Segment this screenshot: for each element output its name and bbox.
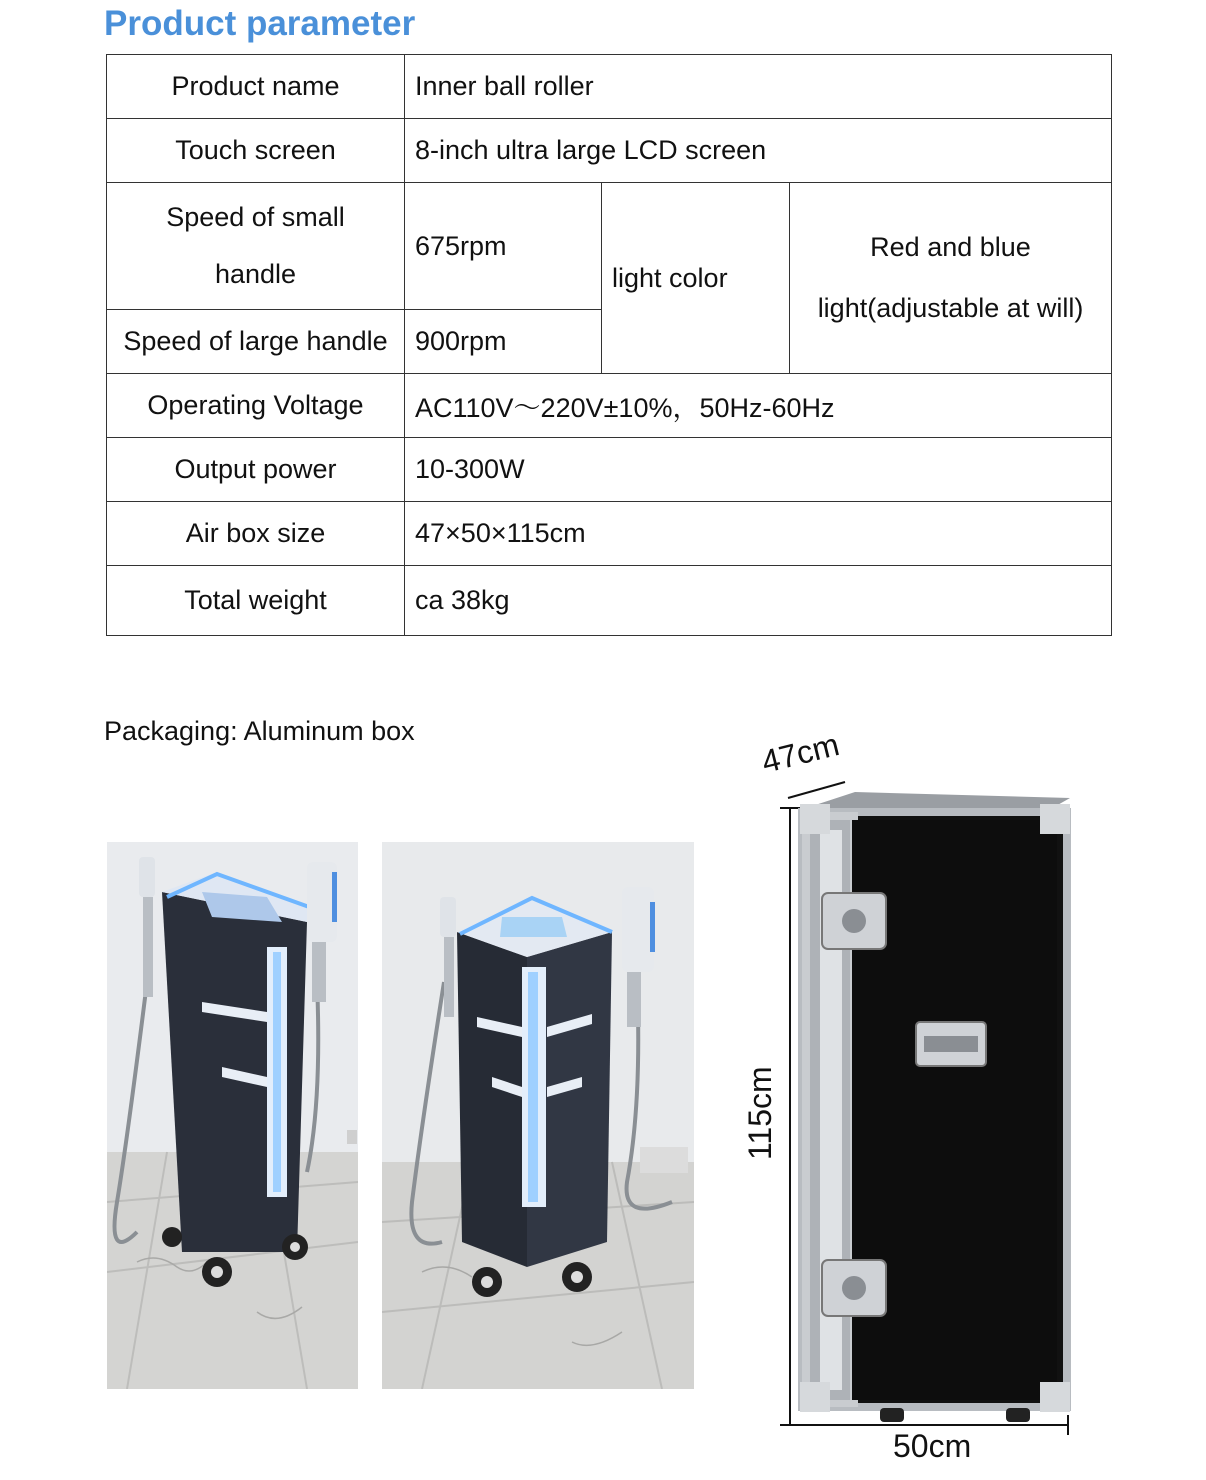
table-row [107, 502, 1112, 566]
param-label: Speed of large handle [107, 310, 405, 374]
param-value: 675rpm [405, 183, 602, 310]
param-label: Total weight [107, 566, 405, 636]
param-label: light color [602, 183, 790, 374]
param-label: Operating Voltage [107, 374, 405, 438]
table-row [107, 183, 1112, 310]
aluminum-box-drawing [740, 740, 1080, 1480]
param-label: Touch screen [107, 119, 405, 183]
packaging-caption: Packaging: Aluminum box [104, 716, 415, 746]
height-dimension-label: 115cm [742, 1066, 778, 1160]
param-label: handle [214, 259, 297, 289]
param-value-cell [790, 183, 1112, 374]
param-label: Product name [107, 55, 405, 119]
table-row [107, 566, 1112, 636]
param-value: light(adjustable at will) [817, 293, 1084, 323]
page-title: Product parameter [104, 4, 416, 43]
param-label: Speed of small [166, 202, 345, 232]
param-label: Air box size [107, 502, 405, 566]
product-photo-side [382, 842, 694, 1389]
param-value: 900rpm [405, 310, 602, 374]
param-value: AC110V～220V±10%，50Hz-60Hz [405, 374, 1112, 438]
param-value: 47×50×115cm [405, 502, 1112, 566]
param-label: Output power [107, 438, 405, 502]
param-value: ca 38kg [405, 566, 1112, 636]
table-row [107, 119, 1112, 183]
product-parameter-table [106, 54, 1112, 636]
param-value: 10-300W [405, 438, 1112, 502]
product-photo-front [107, 842, 358, 1389]
param-label-cell [107, 183, 405, 310]
param-value: 8-inch ultra large LCD screen [405, 119, 1112, 183]
width-dimension-label: 50cm [893, 1428, 972, 1464]
depth-dimension-label: 47cm [758, 726, 843, 780]
param-value: Inner ball roller [405, 55, 1112, 119]
table-row [107, 55, 1112, 119]
param-value: Red and blue [870, 232, 1031, 262]
table-row [107, 374, 1112, 438]
table-row [107, 438, 1112, 502]
